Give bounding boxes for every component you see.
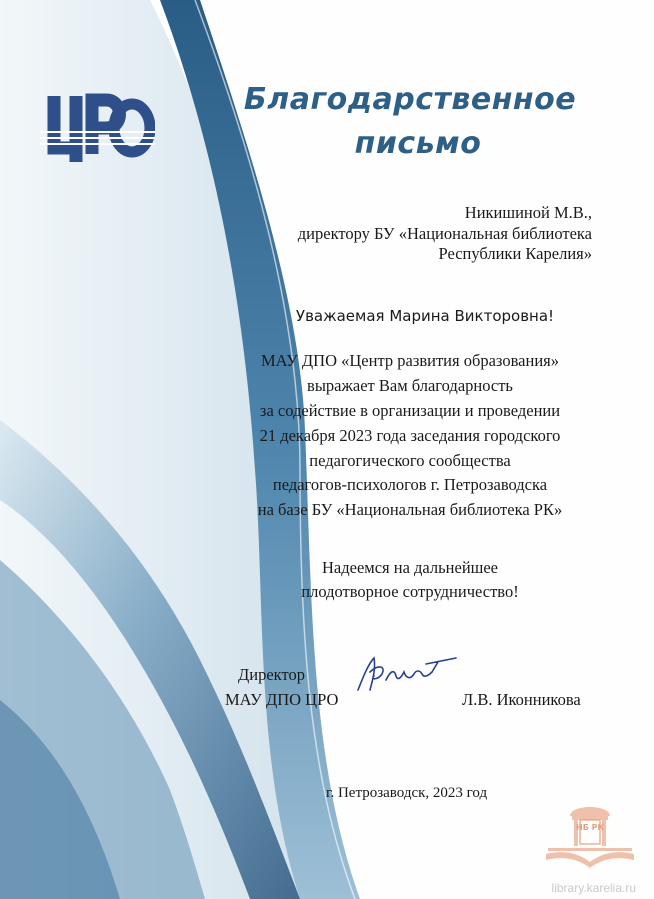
addressee-line: директору БУ «Национальная библиотека [297,224,592,243]
addressee-line: Никишиной М.В., [464,203,592,222]
place-and-year: г. Петрозаводск, 2023 год [326,785,488,801]
body-line: педагогического сообщества [309,451,511,470]
signatory-position: Директор [238,665,305,684]
library-emblem-watermark [540,798,640,873]
closing-line: Надеемся на дальнейшее [322,558,498,577]
document-title-line2: письмо [354,126,482,161]
signatory-name: Л.В. Иконникова [462,690,581,709]
signatory-organization: МАУ ДПО ЦРО [225,690,339,709]
body-line: за содействие в организации и проведении [259,401,561,420]
greeting: Уважаемая Марина Викторовна! [295,307,555,325]
closing-line: плодотворное сотрудничество! [301,582,519,601]
emblem-letters: НБ РК [576,823,604,832]
library-site-watermark: library.karelia.ru [551,881,636,895]
body-line: педагогов-психологов г. Петрозаводска [272,475,548,494]
handwritten-signature [352,650,462,695]
addressee-line: Республики Карелия» [438,244,592,263]
body-line: выражает Вам благодарность [307,376,513,395]
body-line: МАУ ДПО «Центр развития образования» [260,351,559,370]
organization-logo [40,88,155,168]
body-line: 21 декабря 2023 года заседания городского [259,426,561,445]
body-line: на базе БУ «Национальная библиотека РК» [257,500,563,519]
document-title-line1: Благодарственное [243,82,577,117]
